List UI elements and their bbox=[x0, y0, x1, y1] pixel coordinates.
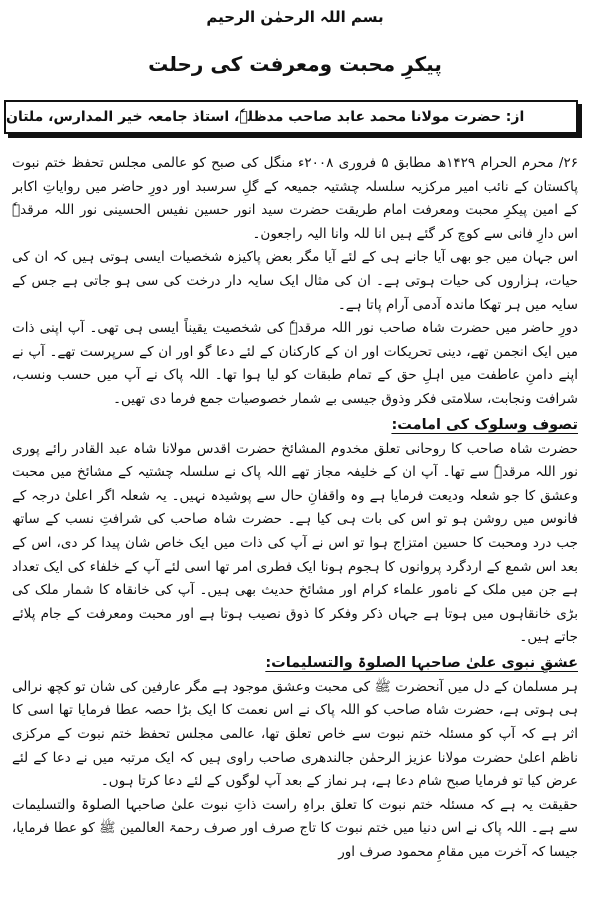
bismillah: بسم اللہ الرحمٰن الرحیم bbox=[206, 8, 384, 26]
article-body bbox=[12, 152, 578, 904]
author-box bbox=[4, 100, 578, 134]
author-line: از: حضرت مولانا محمد عابد صاحب مدظلہٗ، استاذ جامعہ خیر المدارس، ملتان bbox=[6, 109, 525, 125]
section-heading-ishq: عشقِ نبوی علیٰ صاحبہا الصلوۃ والتسلیمات: bbox=[265, 654, 578, 671]
paragraph: دورِ حاضر میں حضرت شاہ صاحب نور اللہ مرقدہٗ کی شخصیت یقیناً ایسی ہی تھی۔ آپ اپنی ذات میں ایک انجمن تھے، دینی تحریکات اور ان کے کارکنان کے لئے دعا گو اور ان کے سرپرست تھے۔ آپ نے اپنے دامنِ عاطفت میں اہلِ حق کے تمام طبقات کو لیا ہوا تھا۔ اللہ پاک نے آپ میں حسب ونسب، شرافت ونجابت، سلامتی فکر وذوق جیسی بے شمار خصوصیات جمع فرما دی تھیں۔ bbox=[12, 320, 578, 407]
paragraph: حضرت شاہ صاحب کا روحانی تعلق مخدوم المشائخ حضرت اقدس مولانا شاہ عبد القادر رائے پوری نور اللہ مرقدہٗ سے تھا۔ آپ ان کے خلیفہ مجاز تھے اللہ پاک نے سلسلہ چشتیہ کے مشائخ میں محبت وعشق کا جو شعلہ ودیعت فرمایا ہے وہ واقفانِ حال سے پوشیدہ نہیں۔ یہ شعلہ اگر اعلیٰ درجہ کے فانوس میں روشن ہو تو اس کی بات ہی کیا ہے۔ حضرت شاہ صاحب کی شرافتِ نسب کے ساتھ جب درد ومحبت کا حسین امتزاج ہوا تو اس نے آپ کی ذات میں ایک خاص شان پیدا کر دی، اس کے بعد اس شمع کے اردگرد پروانوں کا ہجوم ہونا ایک فطری امر تھا اسی لئے آپ کے خلفاء کی ایک تعداد ہے جن میں ملک کے نامور علماء کرام اور مشائخ حدیث بھی ہیں۔ آپ کی خانقاہ کا شمار ملک کی بڑی خانقاہوں میں ہوتا ہے جہاں ذکر وفکر کا ذوق نصیب ہوتا ہے اور محبت ومعرفت کے جام پلائے جاتے ہیں۔ bbox=[12, 440, 578, 646]
paragraph: اس جہان میں جو بھی آیا جانے ہی کے لئے آیا مگر بعض پاکیزہ شخصیات ایسی ہوتی ہیں کہ ان کی حیات، ہزاروں کی حیات ہوتی ہے۔ ان کی مثال ایک سایہ دار درخت کی سی ہو جاتی ہے جس کے سایہ میں ہر تھکا ماندہ آدمی آرام پاتا ہے۔ bbox=[12, 249, 578, 313]
paragraph: ہر مسلمان کے دل میں آنحضرت ﷺ کی محبت وعشق موجود ہے مگر عارفین کی شان تو کچھ نرالی ہی ہوتی ہے، حضرت شاہ صاحب کو اللہ پاک نے اس نعمت کا ایک بڑا حصہ عطا فرمایا تھا اسی کا اثر ہے کہ آپ کو مسئلہ ختم نبوت سے خاص تعلق تھا، عالمی مجلس تحفظ ختم نبوت کے مرکزی ناظم اعلیٰ حضرت مولانا عزیز الرحمٰن جالندھری صاحب راوی ہیں کہ ایک مرتبہ میں نے دعا کے لئے عرض کیا تو فرمایا صبح شام دعا ہے، ہر نماز کے بعد آپ لوگوں کے لئے دعا کرتا ہوں۔ bbox=[12, 678, 578, 790]
article-title: پیکرِ محبت ومعرفت کی رحلت bbox=[148, 52, 442, 76]
paragraph: حقیقت یہ ہے کہ مسئلہ ختم نبوت کا تعلق براہِ راست ذاتِ نبوت علیٰ صاحبہا الصلوۃ والتسلیمات سے ہے۔ اللہ پاک نے اس دنیا میں ختم نبوت کا تاج صرف اور صرف رحمۃ العالمین ﷺ کو عطا فرمایا، جیسا کہ آخرت میں مقامِ محمود صرف اور bbox=[12, 796, 578, 861]
paragraph: ۲۶/ محرم الحرام ۱۴۲۹ھ مطابق ۵ فروری ۲۰۰۸ء منگل کی صبح کو عالمی مجلس تحفظ ختم نبوت پاکستان کے نائب امیر مرکزیہ سلسلہ چشتیہ جمیعہ کے گلِ سرسبد اور دورِ حاضر میں روایاتِ اکابر کے امین پیکرِ محبت ومعرفت امام طریقت حضرت سید انور حسین نفیس الحسینی نور اللہ مرقدہٗ اس دارِ فانی سے کوچ کر گئے ہیں انا للہ وانا الیہ راجعون۔ bbox=[12, 155, 578, 242]
section-heading-tasawwuf: تصوف وسلوک کی امامت: bbox=[391, 416, 578, 433]
